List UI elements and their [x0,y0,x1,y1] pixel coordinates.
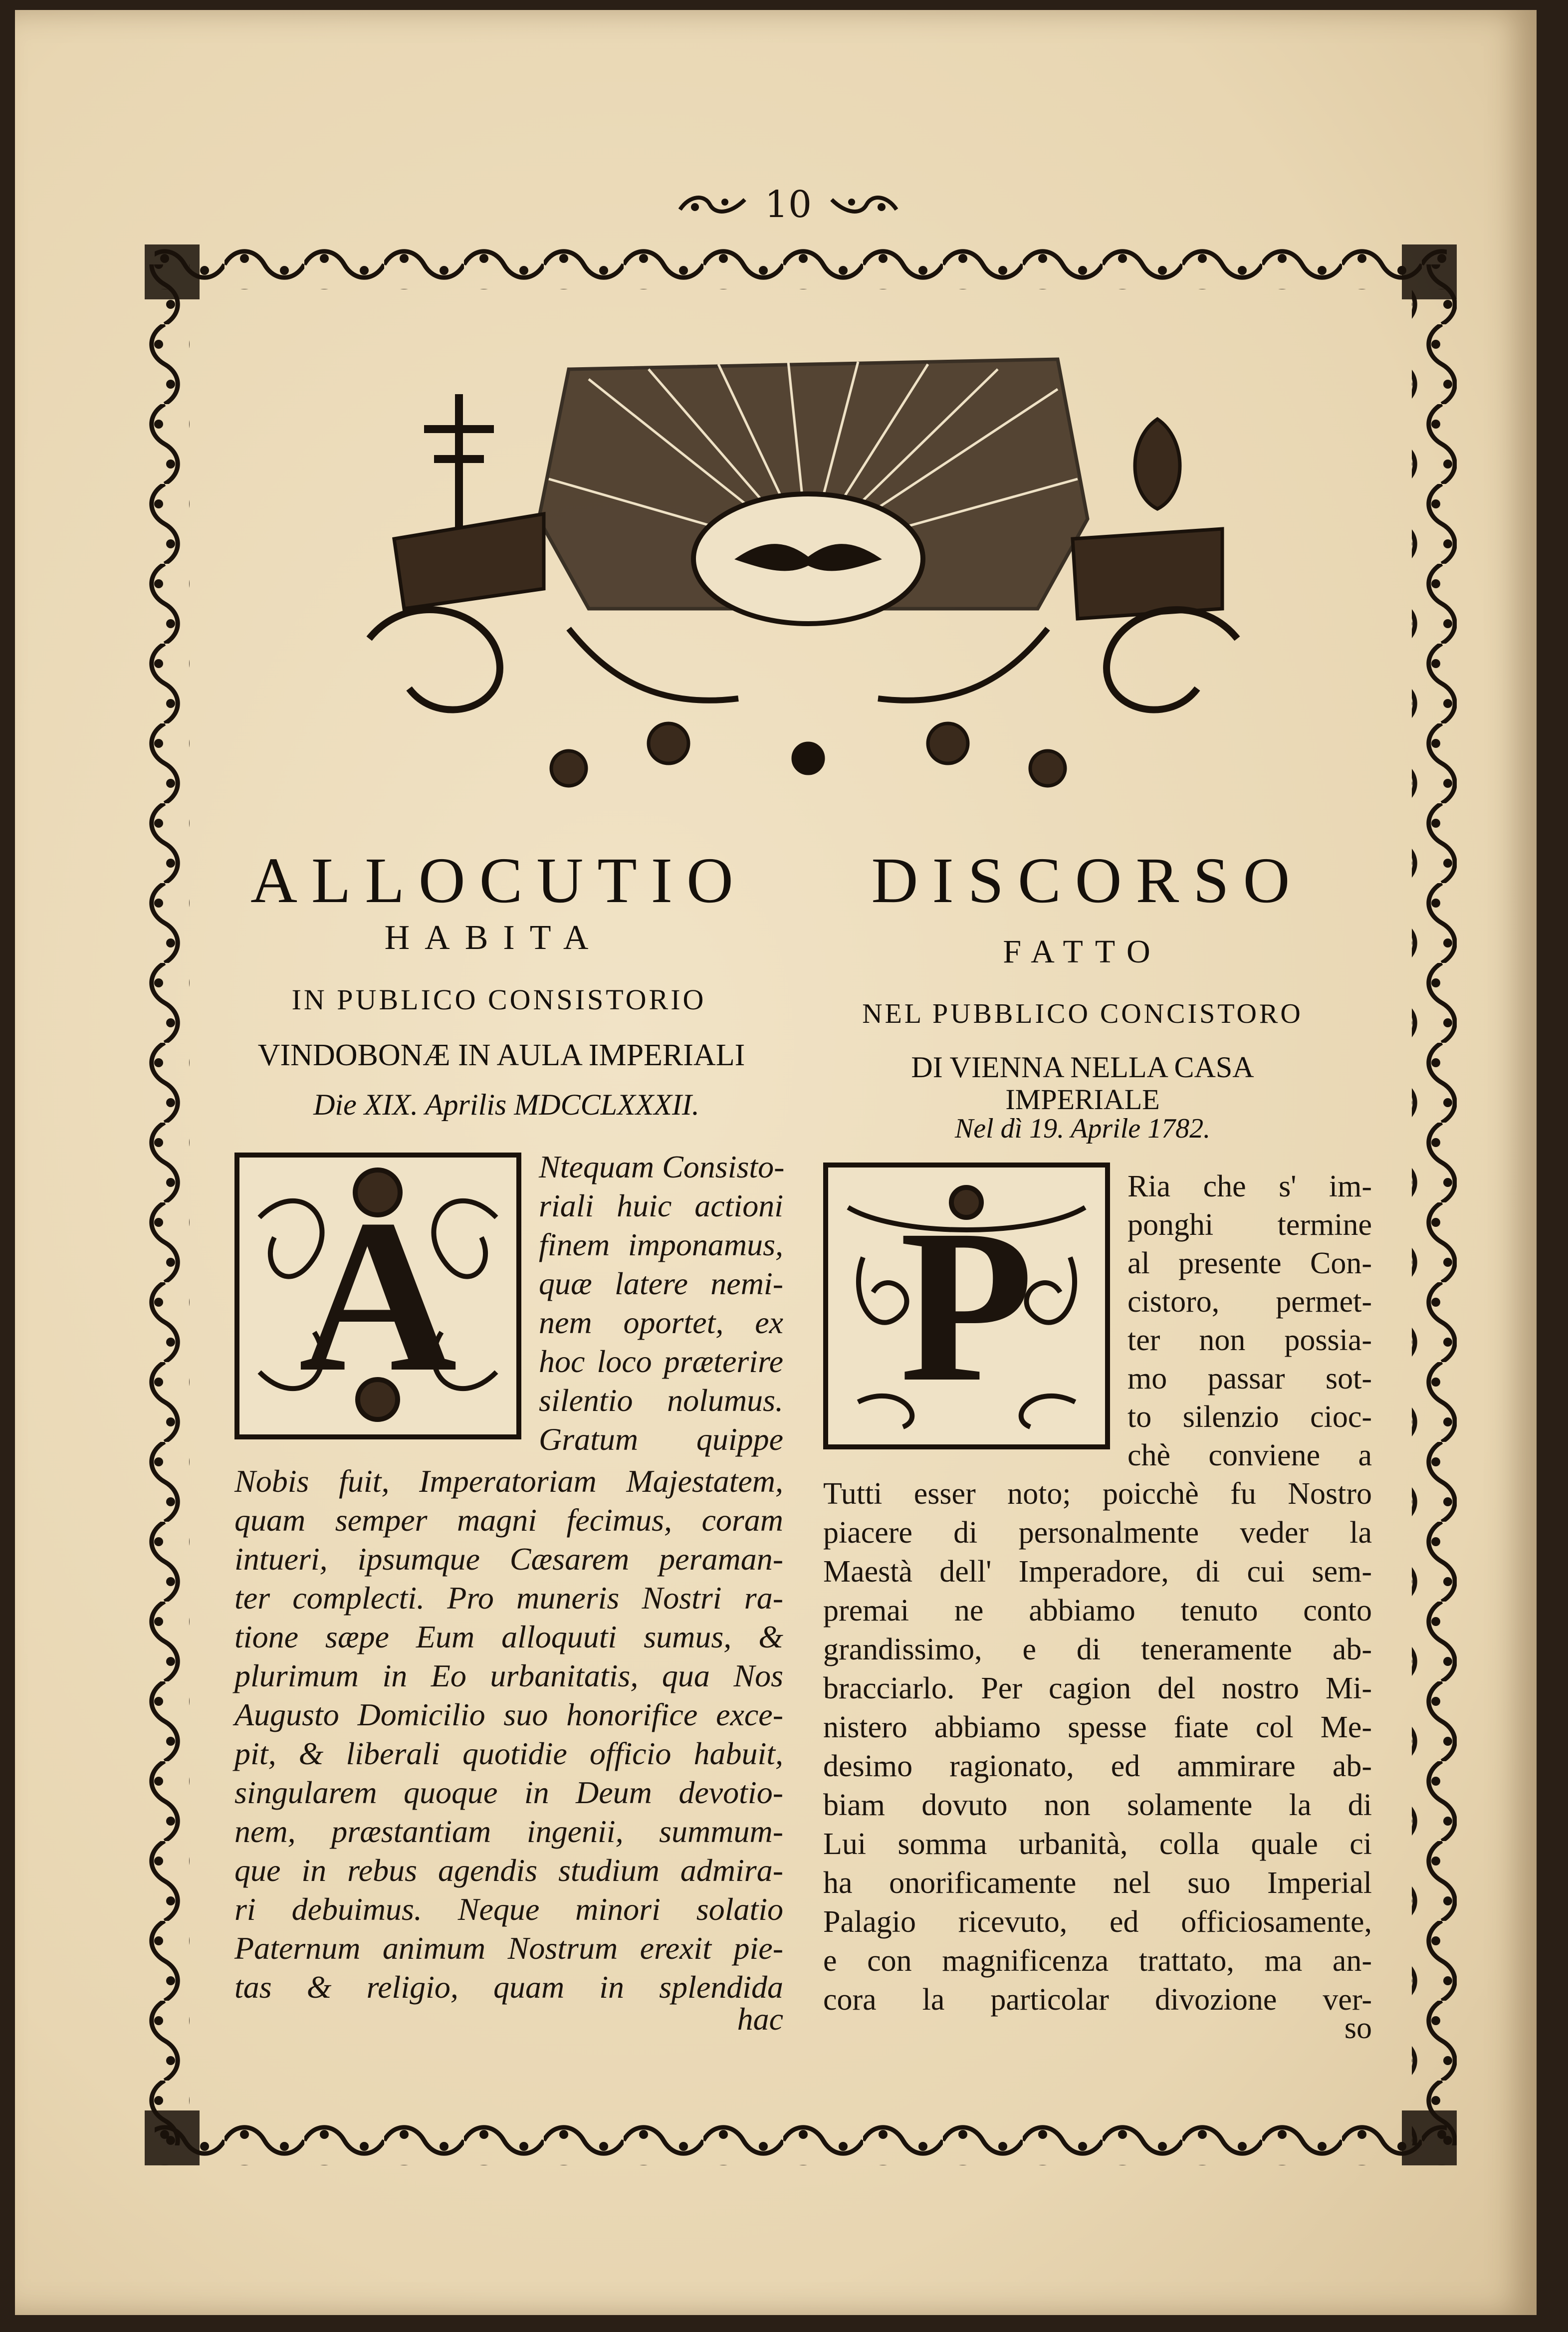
left-body-line: tas & religio, quam in splendida [234,1969,783,2005]
right-intro-line: chè conviene a [1127,1438,1372,1472]
right-body-line: Maestà dell' Imperadore, di cui sem- [823,1555,1372,1589]
right-body-line: grandissimo, e di teneramente ab- [823,1632,1372,1666]
left-intro-line: riali huic actioni [539,1188,783,1223]
right-intro-line: mo passar sot- [1127,1362,1372,1396]
right-heading-line2: DI VIENNA NELLA CASA [911,1051,1254,1084]
right-body-line: e con magnificenza trattato, ma an- [823,1944,1372,1978]
left-heading-line1: IN PUBLICO CONSISTORIO [291,983,706,1016]
right-body-line: desimo ragionato, ed ammirare ab- [823,1749,1372,1783]
fleuron-left-icon [675,190,750,220]
right-decorated-initial [823,1163,1110,1449]
right-intro-text [1127,1167,1372,1475]
ornamental-frame [145,244,1457,2165]
book-page [15,10,1537,2315]
left-body-line: intueri, ipsumque Cæsarem peraman- [234,1541,783,1577]
left-date: Die XIX. Aprilis MDCCLXXXII. [313,1088,699,1121]
left-intro-line: silentio nolumus. [539,1383,783,1418]
right-date: Nel dì 19. Aprile 1782. [954,1113,1211,1144]
left-body-line: pit, & liberali quotidie officio habuit, [234,1736,783,1771]
left-body-line: quam semper magni fecimus, coram [234,1502,783,1538]
left-body-line: Paternum animum Nostrum erexit pie- [234,1930,783,1966]
left-body-line: que in rebus agendis studium admira- [234,1853,783,1888]
left-intro-line: Ntequam Consisto- [539,1149,785,1184]
right-body-line: Tutti esser noto; poicchè fu Nostro [823,1477,1372,1511]
right-body-line: nistero abbiamo spesse fiate col Me- [823,1710,1372,1744]
left-body-line: Augusto Domicilio suo honorifice exce- [234,1697,783,1732]
right-body-line: Lui somma urbanità, colla quale ci [823,1827,1372,1861]
left-catchword: hac [737,2001,783,2037]
right-title: DISCORSO [871,845,1304,917]
right-intro-line: ter non possia- [1127,1323,1372,1357]
left-heading-line2: VINDOBONÆ IN AULA IMPERIALI [257,1038,745,1072]
left-intro-line: hoc loco præterire [539,1344,783,1379]
right-body-line: biam dovuto non solamente la di [823,1788,1372,1822]
left-body-line: plurimum in Eo urbanitatis, qua Nos [234,1658,783,1693]
left-intro-line: quæ latere nemi- [539,1266,783,1301]
right-intro-line: cistoro, permet- [1127,1285,1372,1319]
holy-spirit-woodcut-icon [309,329,1292,843]
right-intro-line: Ria che s' im- [1127,1169,1372,1203]
right-intro-line: to silenzio cioc- [1127,1400,1372,1434]
right-body-line: Palagio ricevuto, ed officiosamente, [823,1905,1372,1939]
left-body-line: Nobis fuit, Imperatoriam Majestatem, [234,1463,783,1499]
left-intro-line: finem imponamus, [539,1227,783,1262]
right-body-line: piacere di personalmente veder la [823,1516,1372,1550]
left-body-line: singularem quoque in Deum devotio- [234,1775,783,1810]
right-catchword: so [1344,2011,1372,2045]
left-intro-line: nem oportet, ex [539,1305,783,1340]
left-subtitle: HABITA [384,919,604,957]
page-number: 10 [764,183,812,226]
left-body-line: nem, præstantiam ingenii, summum- [234,1814,783,1849]
right-body-line: ha onorificamente nel suo Imperial [823,1866,1372,1900]
right-intro-line: ponghi termine [1127,1208,1372,1242]
right-subtitle: FATTO [1003,933,1162,970]
left-body-line: ter complecti. Pro muneris Nostri ra- [234,1580,783,1616]
right-intro-line: al presente Con- [1127,1246,1372,1280]
left-body-line: ri debuimus. Neque minori solatio [234,1891,783,1927]
right-initial-letter: P [899,1184,1034,1427]
right-body-line: cora la particolar divozione ver- [823,1983,1372,2017]
right-body-text [823,1474,1372,2019]
right-body-line: bracciarlo. Per cagion del nostro Mi- [823,1671,1372,1705]
left-body-line: tione sæpe Eum alloquuti sumus, & [234,1619,783,1654]
left-initial-letter: A [298,1174,457,1417]
left-body-text [234,1462,783,2007]
left-intro-line: Gratum quippe [539,1421,783,1457]
right-body-line: premai ne abbiamo tenuto conto [823,1594,1372,1628]
left-decorated-initial [234,1153,521,1439]
left-title: ALLOCUTIO [250,845,747,917]
fleuron-right-icon [827,190,901,220]
right-heading-line1: NEL PUBBLICO CONCISTORO [862,998,1303,1029]
right-heading-line3: IMPERIALE [1005,1083,1160,1116]
page-folio [659,175,918,234]
left-intro-text [539,1148,783,1459]
